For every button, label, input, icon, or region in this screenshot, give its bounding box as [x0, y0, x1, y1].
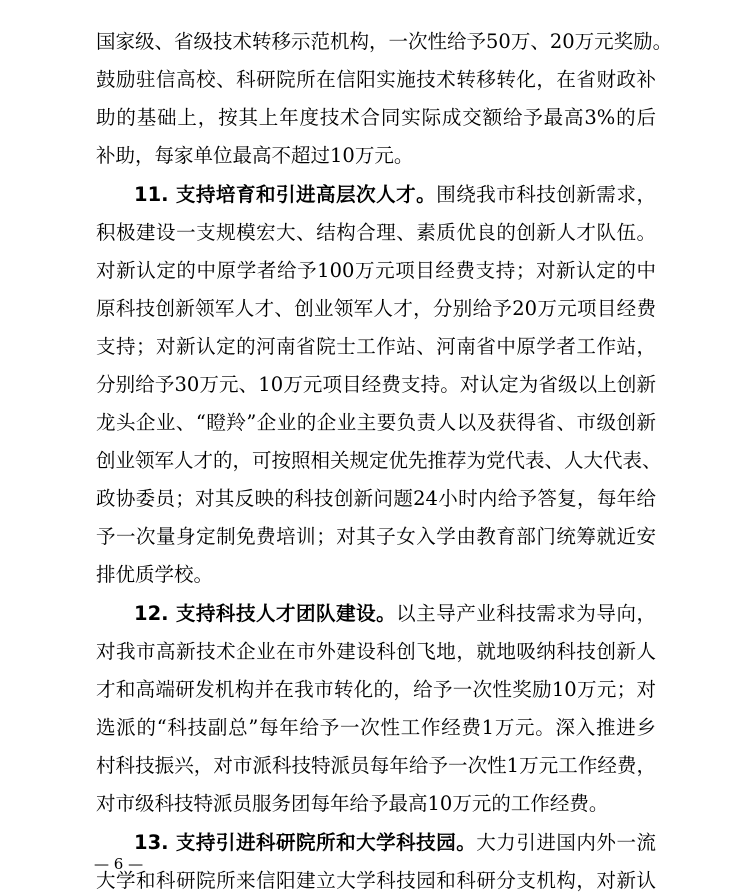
text-line: 助的基础上，按其上年度技术合同实际成交额给予最高3%的后	[96, 106, 656, 129]
text-line: 才和高端研发机构并在我市转化的，给予一次性奖励10万元；对	[96, 678, 656, 701]
section-12-heading: 12. 支持科技人才团队建设。	[134, 602, 397, 625]
text-line: 排优质学校。	[96, 563, 214, 586]
section-13-first-line	[134, 831, 656, 855]
text-line: 国家级、省级技术转移示范机构，一次性给予50万、20万元奖励。	[96, 30, 673, 53]
text-line: 予一次量身定制免费培训；对其子女入学由教育部门统筹就近安	[96, 525, 656, 548]
text-line: 原科技创新领军人才、创业领军人才，分别给予20万元项目经费	[96, 297, 656, 320]
text-line: 村科技振兴，对市派科技特派员每年给予一次性1万元工作经费，	[96, 754, 656, 777]
section-13-heading: 13. 支持引进科研院所和大学科技园。	[134, 831, 477, 854]
page-number: — 6 —	[94, 855, 144, 873]
text-line: 对市级科技特派员服务团每年给予最高10万元的工作经费。	[96, 792, 609, 815]
text-line: 选派的“科技副总”每年给予一次性工作经费1万元。深入推进乡	[96, 716, 656, 739]
section-11-lead-text: 围绕我市科技创新需求，	[436, 183, 656, 206]
text-line: 龙头企业、“瞪羚”企业的企业主要负责人以及获得省、市级创新	[96, 411, 656, 434]
section-13-lead-text: 大力引进国内外一流	[476, 831, 656, 854]
text-line: 积极建设一支规模宏大、结构合理、素质优良的创新人才队伍。	[96, 221, 656, 244]
text-line: 分别给予30万元、10万元项目经费支持。对认定为省级以上创新	[96, 373, 656, 396]
text-line: 创业领军人才的，可按照相关规定优先推荐为党代表、人大代表、	[96, 449, 662, 472]
text-line: 支持；对新认定的河南省院士工作站、河南省中原学者工作站，	[96, 335, 656, 358]
text-line: 政协委员；对其反映的科技创新问题24小时内给予答复，每年给	[96, 487, 656, 510]
text-line: 对我市高新技术企业在市外建设科创飞地，就地吸纳科技创新人	[96, 640, 656, 663]
section-12-first-line	[134, 602, 656, 626]
text-line: 大学和科研院所来信阳建立大学科技园和科研分支机构，对新认	[96, 869, 656, 892]
section-11-heading: 11. 支持培育和引进高层次人才。	[134, 183, 437, 206]
section-12-lead-text: 以主导产业科技需求为导向，	[396, 602, 656, 625]
text-line: 对新认定的中原学者给予100万元项目经费支持；对新认定的中	[96, 259, 656, 282]
section-11-first-line	[134, 183, 656, 207]
text-line: 鼓励驻信高校、科研院所在信阳实施技术转移转化，在省财政补	[96, 68, 656, 91]
text-line: 补助，每家单位最高不超过10万元。	[96, 144, 414, 167]
